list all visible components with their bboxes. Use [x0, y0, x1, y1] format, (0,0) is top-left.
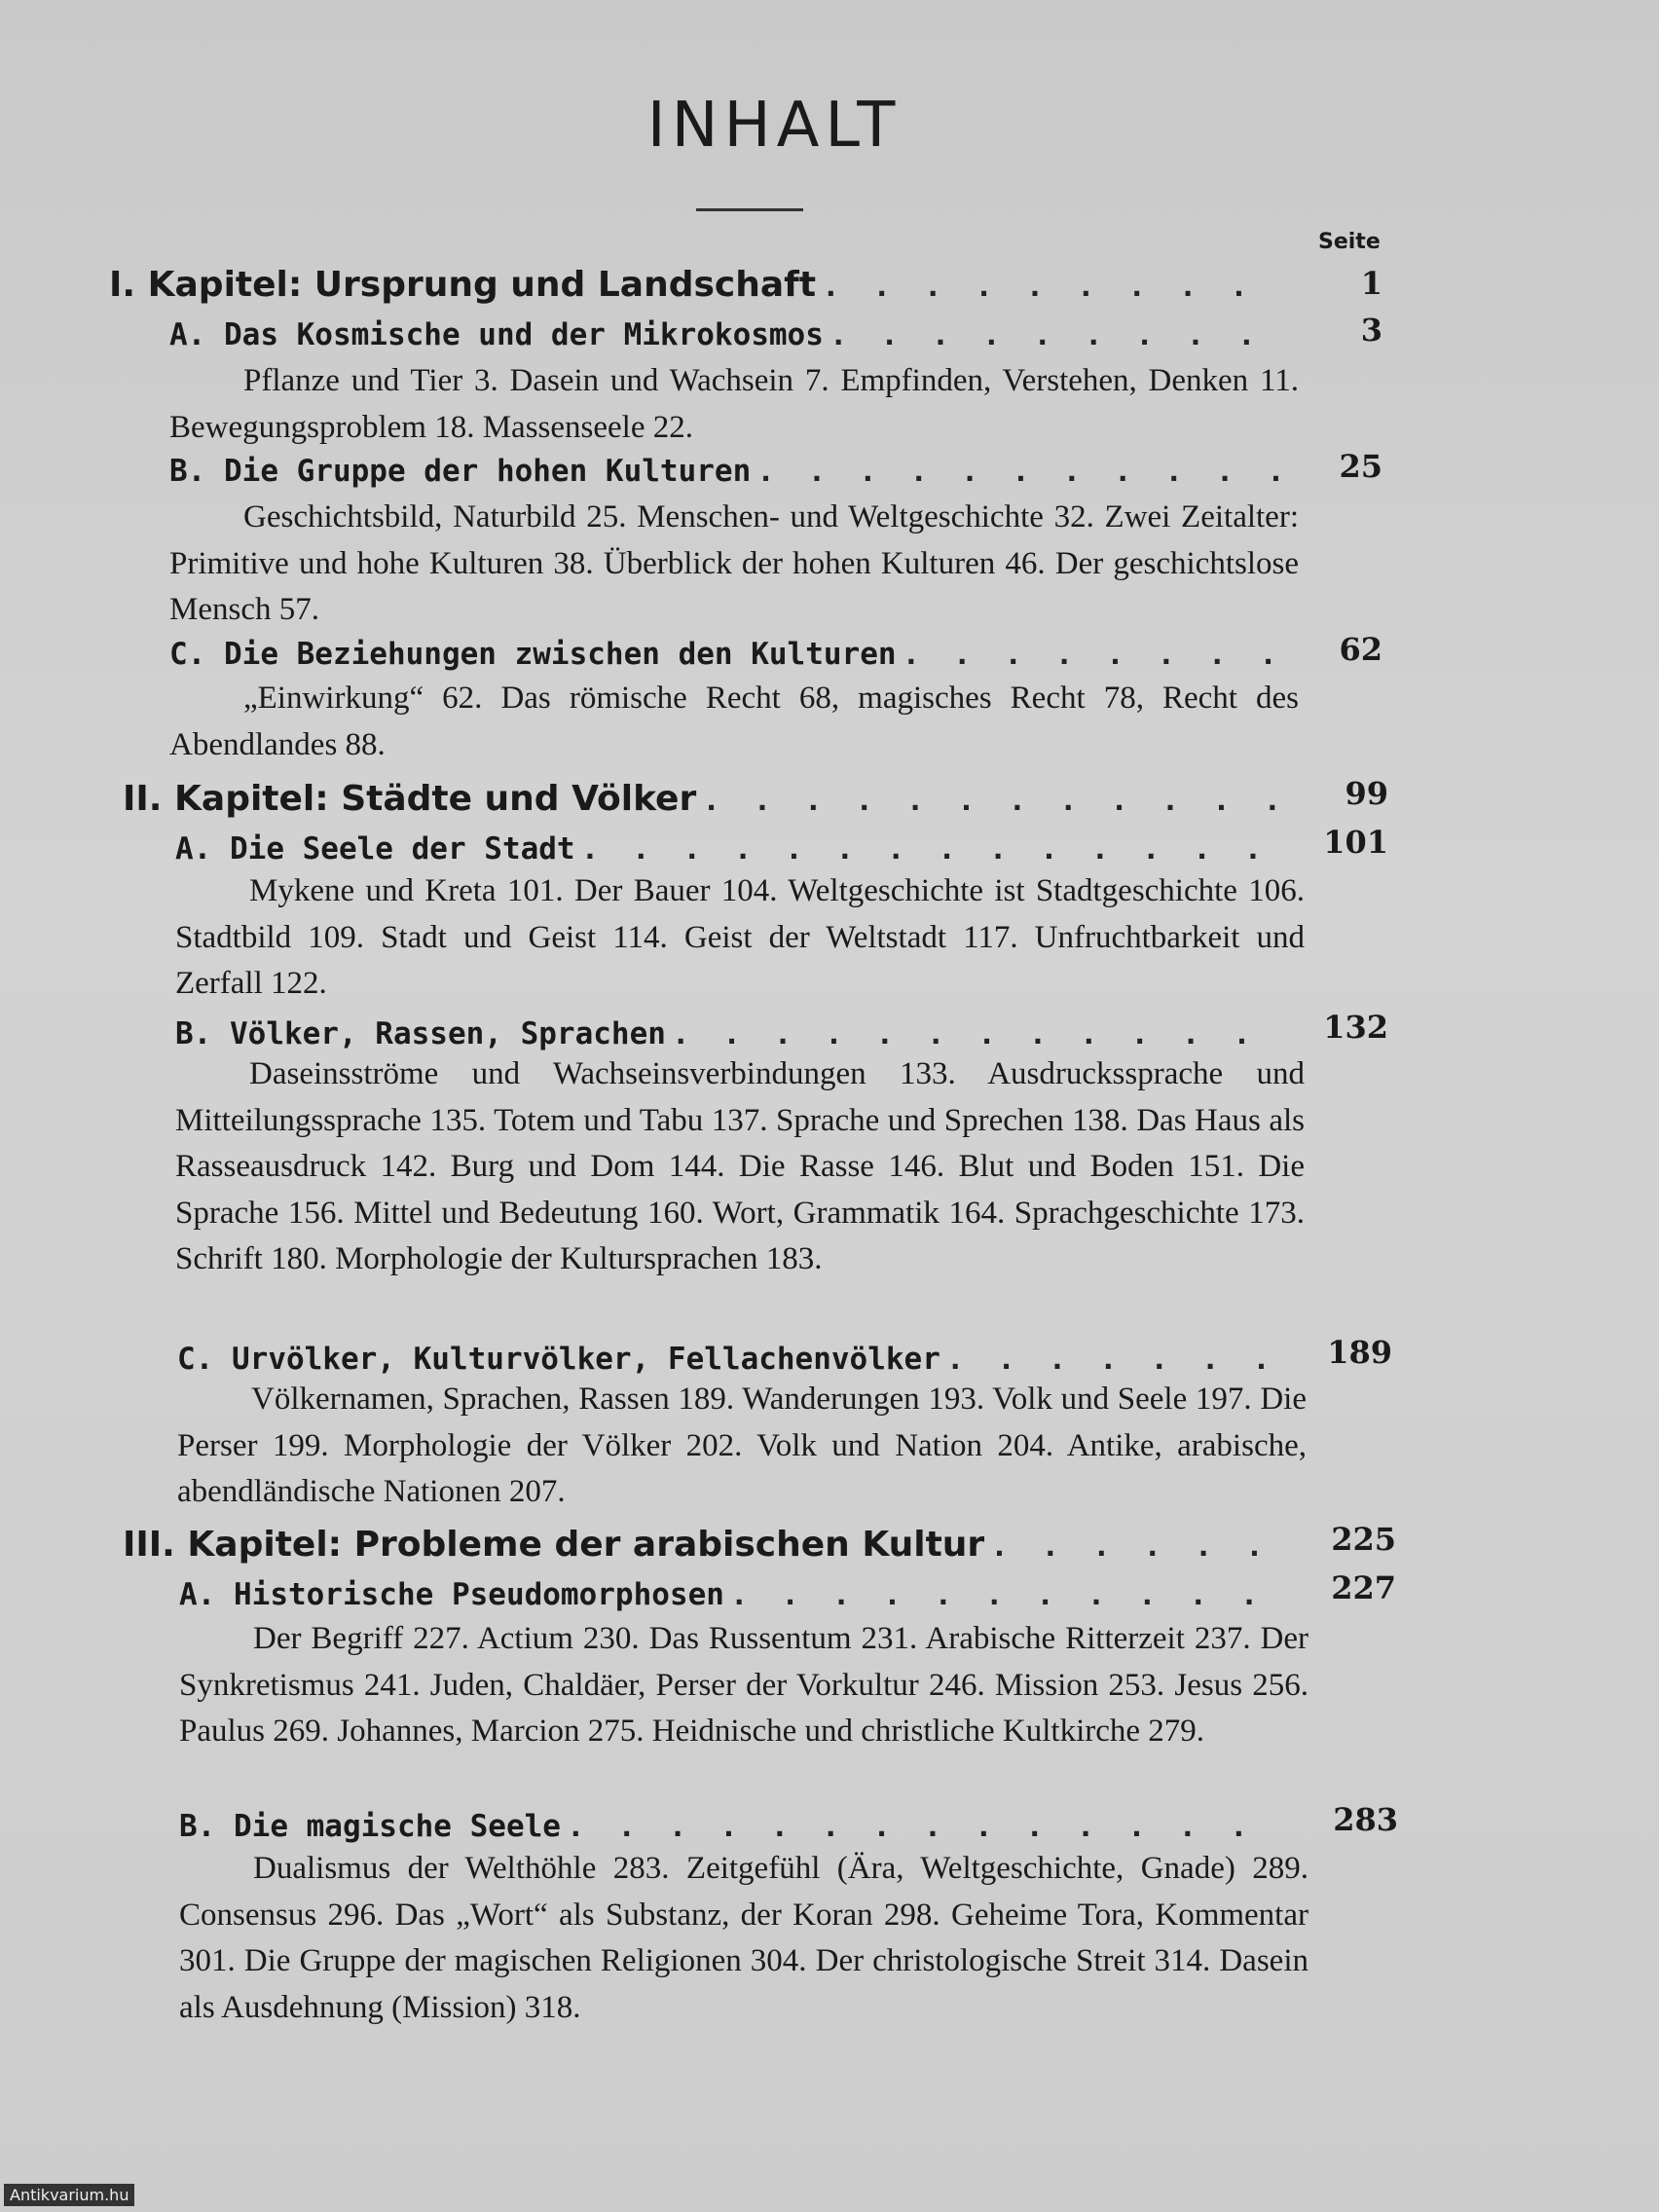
leader-dots [706, 785, 1287, 817]
chapter-page-number: 1 [1360, 265, 1382, 302]
section-title: B. Die magische Seele [179, 1809, 561, 1844]
section-title: A. Die Seele der Stadt [175, 831, 575, 866]
section-title: C. Die Beziehungen zwischen den Kulturen [169, 637, 897, 672]
chapter-title: III. Kapitel: Probleme der arabischen Kultur [123, 1525, 985, 1565]
chapter-1-entry [109, 265, 1297, 305]
section-title: A. Das Kosmische und der Mikrokosmos [169, 317, 824, 352]
page-title: INHALT [646, 90, 902, 162]
chapter-page-number: 99 [1345, 775, 1388, 812]
leader-dots [734, 1579, 1287, 1611]
section-page-number: 283 [1333, 1801, 1398, 1838]
chapter-3-entry [123, 1525, 1297, 1565]
section-page-number: 25 [1339, 448, 1382, 485]
section-title: B. Die Gruppe der hohen Kulturen [169, 454, 752, 489]
section-entry [175, 831, 1297, 866]
section-entry [169, 317, 1297, 352]
section-contents: Der Begriff 227. Actium 230. Das Russentum 231. Arabische Ritterzeit 237. Der Synkretismus 241. Juden, Chaldäer, Perser der Vorkultur 246. Mission 253. Jesus 256. Paulus 269. Johannes, Marcion 275. Heidnische und christliche Kultkirche 279. [179, 1621, 1309, 1749]
leader-dots [676, 1018, 1287, 1051]
section-contents: Mykene und Kreta 101. Der Bauer 104. Weltgeschichte ist Stadtgeschichte 106. Stadtbild 109. Stadt und Geist 114. Geist der Weltstadt 117. Unfruchtbarkeit und Zerfall 122. [175, 873, 1305, 1001]
section-page-number: 227 [1331, 1569, 1396, 1606]
section-entry [169, 637, 1297, 672]
section-title: A. Historische Pseudomorphosen [179, 1577, 724, 1612]
section-page-number: 3 [1360, 312, 1382, 349]
chapter-page-number: 225 [1331, 1521, 1396, 1558]
section-contents: Daseinsströme und Wachseinsverbindungen 133. Ausdruckssprache und Mitteilungssprache 135. Totem und Tabu 137. Sprache und Sprechen 138. Das Haus als Rasseausdruck 142. Burg und Dom 144. Die Rasse 146. Blut und Boden 151. Die Sprache 156. Mittel und Bedeutung 160. Wort, Grammatik 164. Sprachgeschichte 173. Schrift 180. Morphologie der Kultursprachen 183. [175, 1056, 1305, 1276]
section-entry [179, 1577, 1297, 1612]
leader-dots [833, 319, 1287, 351]
title-divider [696, 208, 803, 211]
leader-dots [571, 1811, 1287, 1843]
chapter-2-entry [123, 779, 1297, 819]
section-contents: Pflanze und Tier 3. Dasein und Wachsein 7. Empfinden, Verstehen, Denken 11. Bewegungsproblem 18. Massenseele 22. [169, 363, 1299, 445]
section-page-number: 132 [1323, 1009, 1388, 1046]
chapter-title: I. Kapitel: Ursprung und Landschaft [109, 265, 817, 305]
watermark: Antikvarium.hu [4, 2184, 134, 2206]
section-contents: Völkernamen, Sprachen, Rassen 189. Wanderungen 193. Volk und Seele 197. Die Perser 199. Morphologie der Völker 202. Volk und Nation 204. Antike, arabische, abendländische Nationen 207. [177, 1382, 1307, 1509]
section-contents: „Einwirkung“ 62. Das römische Recht 68, magisches Recht 78, Recht des Abendlandes 88. [169, 681, 1299, 762]
section-page-number: 62 [1339, 631, 1382, 668]
section-entry [169, 454, 1297, 489]
section-title: C. Urvölker, Kulturvölker, Fellachenvölker [177, 1342, 940, 1377]
section-title: B. Völker, Rassen, Sprachen [175, 1016, 666, 1051]
section-page-number: 101 [1323, 824, 1388, 861]
chapter-title: II. Kapitel: Städte und Völker [123, 779, 697, 819]
section-contents: Dualismus der Welthöhle 283. Zeitgefühl (Ära, Weltgeschichte, Gnade) 289. Consensus 296. Das „Wort“ als Substanz, der Koran 298. Geheime Tora, Kommentar 301. Die Gruppe der magischen Religionen 304. Der christologische Streit 314. Dasein als Ausdehnung (Mission) 318. [179, 1851, 1309, 2025]
leader-dots [826, 271, 1287, 303]
leader-dots [760, 456, 1287, 488]
section-entry [175, 1016, 1297, 1051]
section-entry [179, 1809, 1297, 1844]
section-entry [177, 1342, 1297, 1377]
section-page-number: 189 [1327, 1334, 1392, 1371]
section-contents: Geschichtsbild, Naturbild 25. Menschen- und Weltgeschichte 32. Zwei Zeitalter: Primitive und hohe Kulturen 38. Überblick der hohen Kulturen 46. Der geschichtslose Mensch 57. [169, 499, 1299, 627]
leader-dots [950, 1344, 1287, 1376]
leader-dots [994, 1530, 1287, 1563]
leader-dots [585, 833, 1287, 866]
leader-dots [906, 639, 1287, 671]
page-column-label: Seite [1318, 230, 1381, 254]
